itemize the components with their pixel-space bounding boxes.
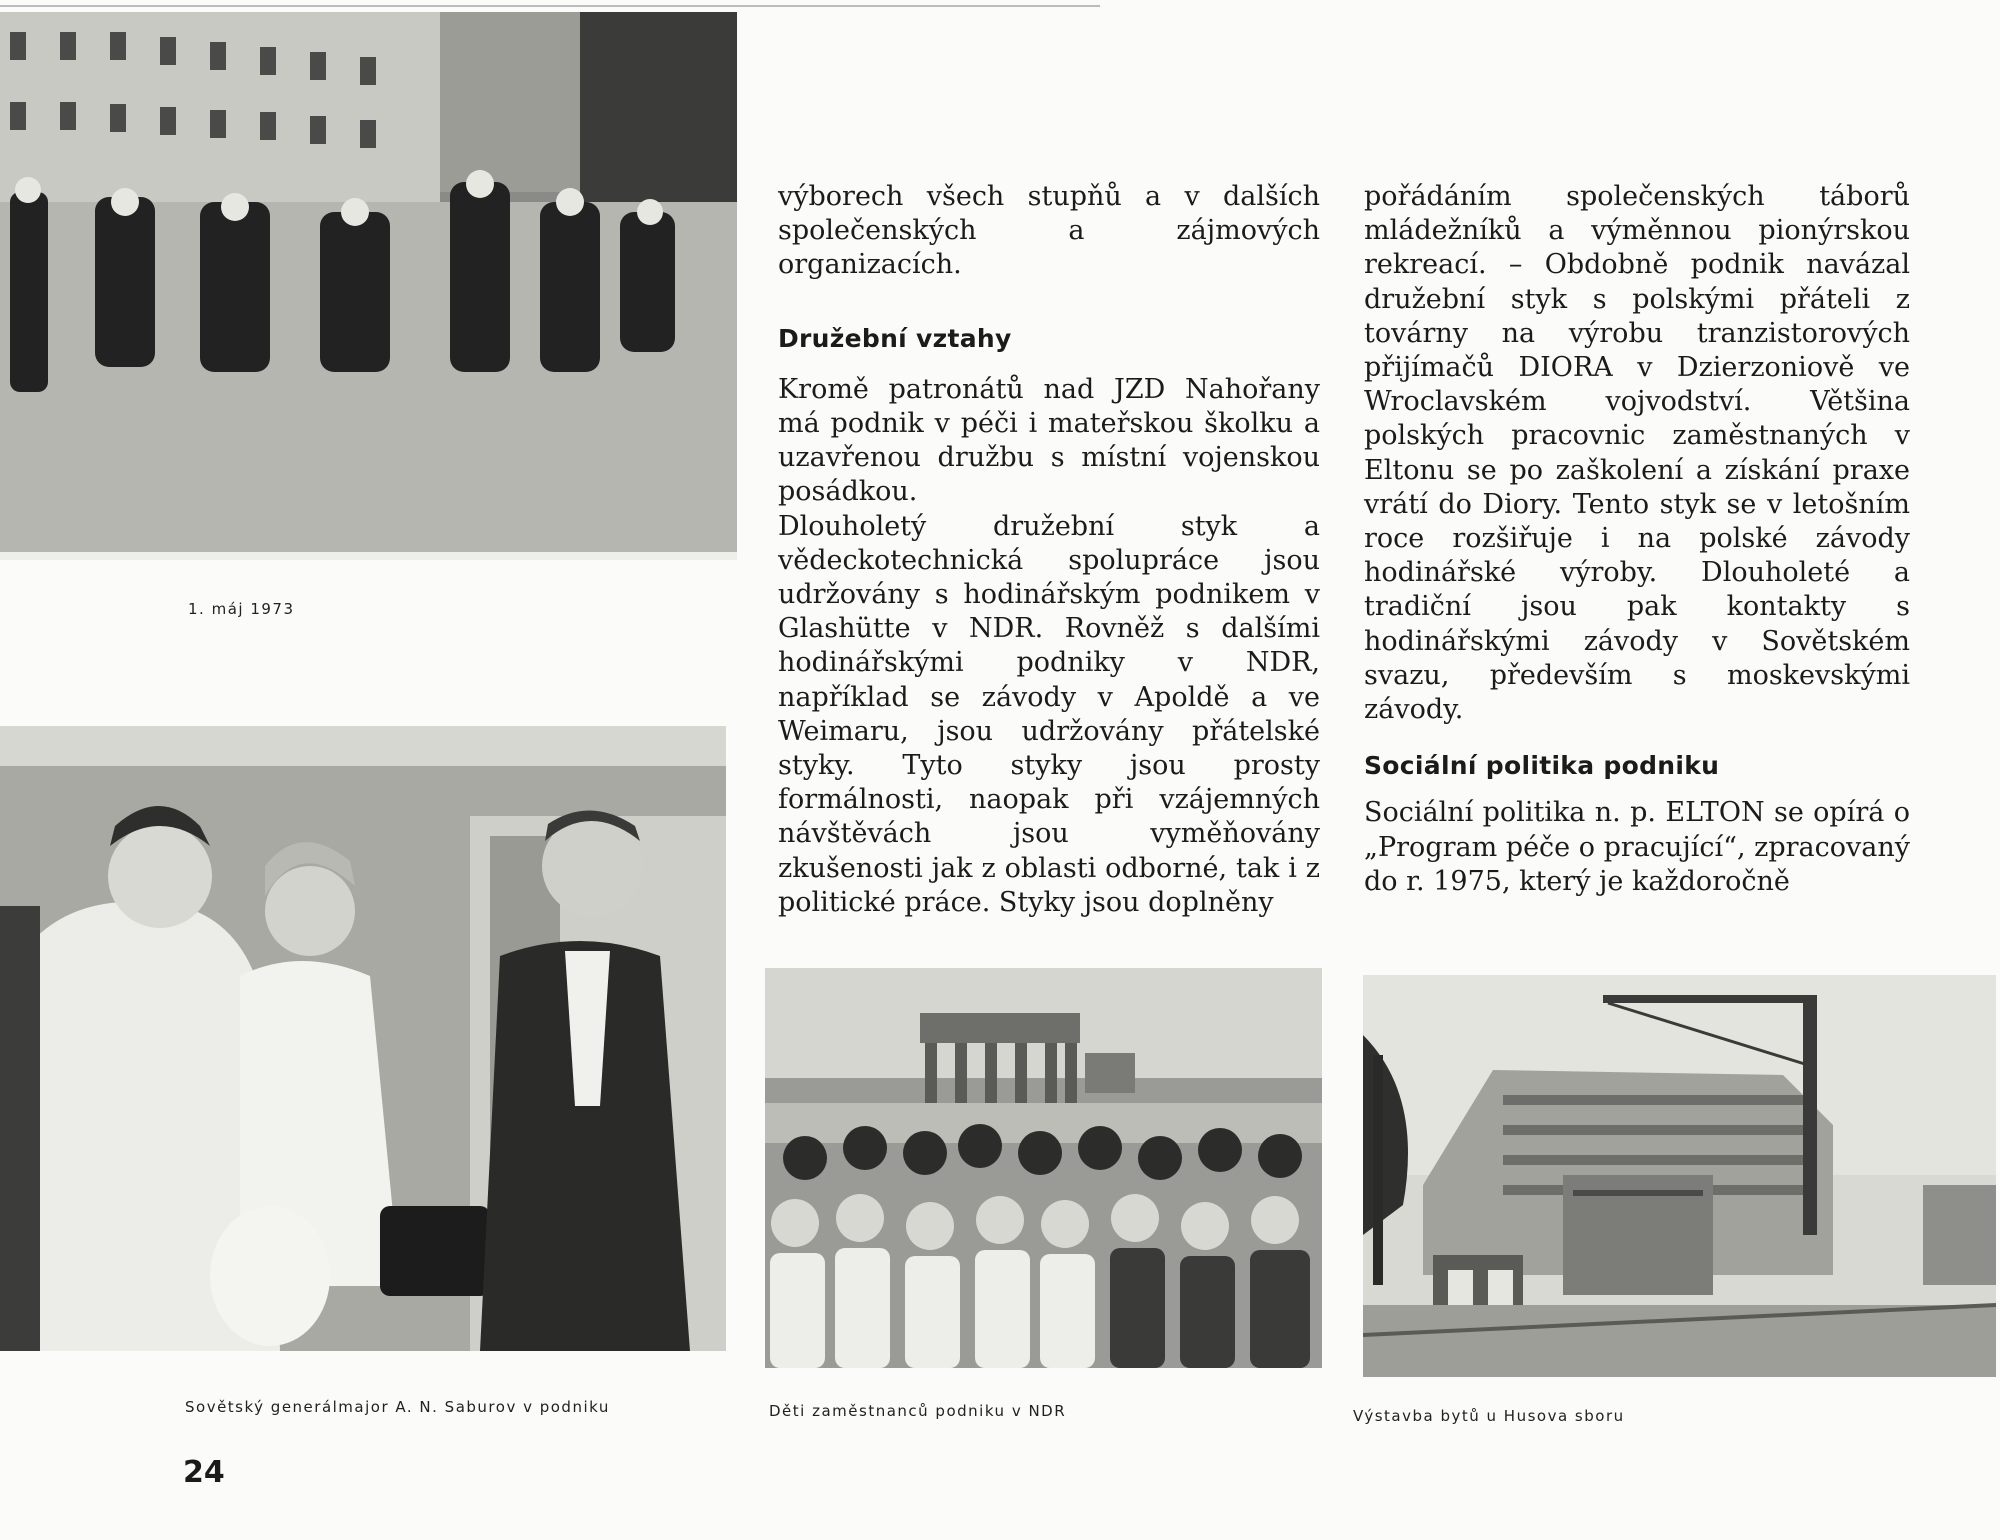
- heading-socialni-politika: Sociální politika podniku: [1364, 751, 1720, 781]
- photo-caption: Sovětský generálmajor A. N. Saburov v podniku: [185, 1398, 610, 1416]
- photo-caption: Děti zaměstnanců podniku v NDR: [769, 1402, 1067, 1420]
- text-column-2: [1364, 180, 1910, 899]
- column1-intro: výborech všech stupňů a v dalších společenských a zájmových organizacích.: [778, 181, 1320, 281]
- photo-housing-construction: [1363, 975, 1996, 1377]
- text-column-1: [778, 180, 1320, 920]
- column2-para1: pořádáním společenských táborů mládežníků a výměnnou pionýrskou rekreací. – Obdobně podnik navázal družební styk s polskými přáteli z továrny na výrobu tranzistorových přijímačů DIORA v Dzierzoniově ve Wroclavském vojvodství. Většina polských pracovnic zaměstnaných v Eltonu se po zaškolení a získání praxe vrátí do Diory. Tento styk se v letošním roce rozšiřuje i na polské závody hodinářské výroby. Dlouholeté a tradiční jsou pak kontakty s hodinářskými závody v Sovětském svazu, především s moskevskými závody.: [1364, 181, 1910, 726]
- page-top-edge: [0, 5, 1100, 7]
- photo-may-day-parade: [0, 12, 737, 560]
- heading-druzebni-vztahy: Družební vztahy: [778, 323, 1012, 353]
- column2-para2: Sociální politika n. p. ELTON se opírá o „Program péče o pracující“, zpracovaný do r. 1975, který je každoročně: [1364, 797, 1910, 897]
- photo-caption: 1. máj 1973: [188, 600, 295, 618]
- photo-caption: Výstavba bytů u Husova sboru: [1353, 1407, 1625, 1425]
- column1-para2: Dlouholetý družební styk a vědeckotechnická spolupráce jsou udržovány s hodinářským podnikem v Glashütte v NDR. Rovněž s dalšími hodinářskými podniky v NDR, například se závody v Apoldě a ve Weimaru, jsou udržovány přátelské styky. Tyto styky jsou prosty formálnosti, naopak při vzájemných návštěvách jsou vyměňovány zkušenosti jak z oblasti odborné, tak i z politické práce. Styky jsou doplněny: [778, 510, 1320, 918]
- column1-para1: Kromě patronátů nad JZD Nahořany má podnik v péči i mateřskou školku a uzavřenou družbu s místní vojenskou posádkou.: [778, 373, 1320, 508]
- page-number: 24: [183, 1455, 225, 1490]
- photo-children-ndr: [765, 968, 1322, 1368]
- photo-soviet-general: [0, 726, 726, 1351]
